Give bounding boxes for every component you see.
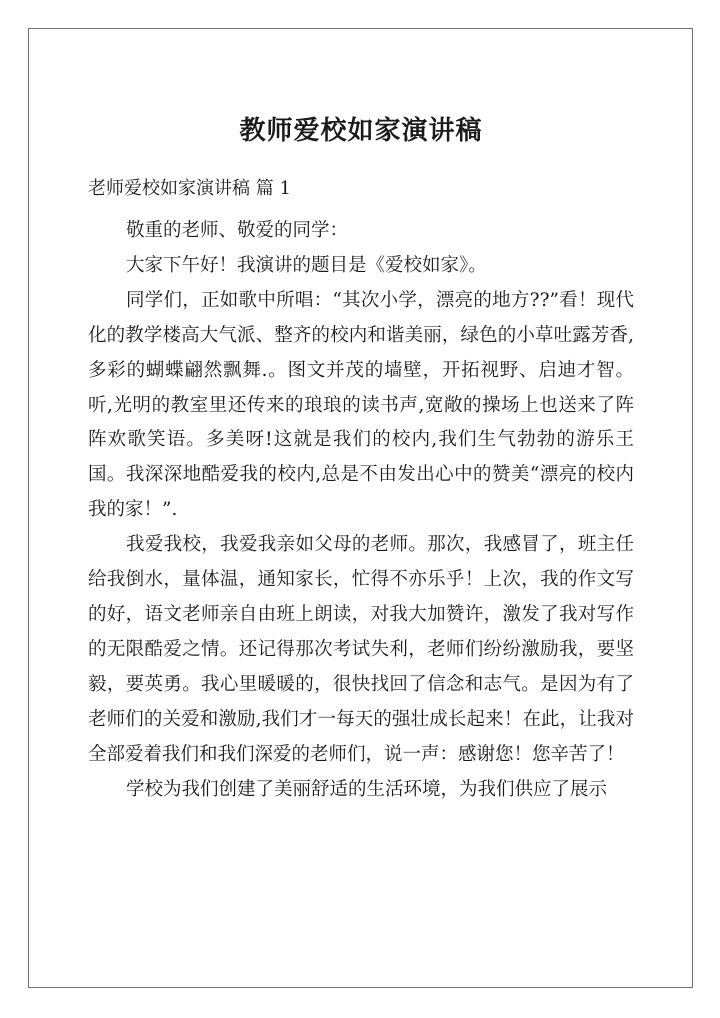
- document-title: 教师爱校如家演讲稿: [239, 116, 483, 146]
- document-body: [88, 108, 634, 807]
- paragraph-campus: 同学们，正如歌中所唱：“其次小学，漂亮的地方??”看！现代化的教学楼高大气派、整齐的校内和谐美丽，绿色的小草吐露芳香,多彩的蝴蝶翩然飘舞.。图文并茂的墙壁，开拓视野、启迪才智。听,光明的教室里还传来的琅琅的读书声,宽敞的操场上也送来了阵阵欢歌笑语。多美呀!这就是我们的校内,我们生气勃勃的游乐王国。我深深地酷爱我的校内,总是不由发出心中的赞美“漂亮的校内我的家！”.: [88, 289, 634, 521]
- paragraph-school: 学校为我们创建了美丽舒适的生活环境，为我们供应了展示: [126, 778, 608, 800]
- paragraph-teachers: 我爱我校，我爱我亲如父母的老师。那次，我感冒了，班主任给我倒水，量体温，通知家长，忙得不亦乐乎！上次，我的作文写的好，语文老师亲自由班上朗读，对我大加赞许，激发了我对写作的无限酷爱之情。还记得那次考试失利，老师们纷纷激励我，要坚毅，要英勇。我心里暖暖的，很快找回了信念和志气。是因为有了老师们的关爱和激励,我们才一每天的强壮成长起来！在此，让我对全部爱着我们和我们深爱的老师们，说一声：感谢您！您辛苦了！: [88, 534, 634, 765]
- paragraph-salutation: 敬重的老师、敬爱的同学：: [126, 220, 349, 241]
- section-heading: 老师爱校如家演讲稿 篇 1: [88, 178, 291, 199]
- paragraph-greeting: 大家下午好！我演讲的题目是《爱校如家》。: [126, 254, 487, 276]
